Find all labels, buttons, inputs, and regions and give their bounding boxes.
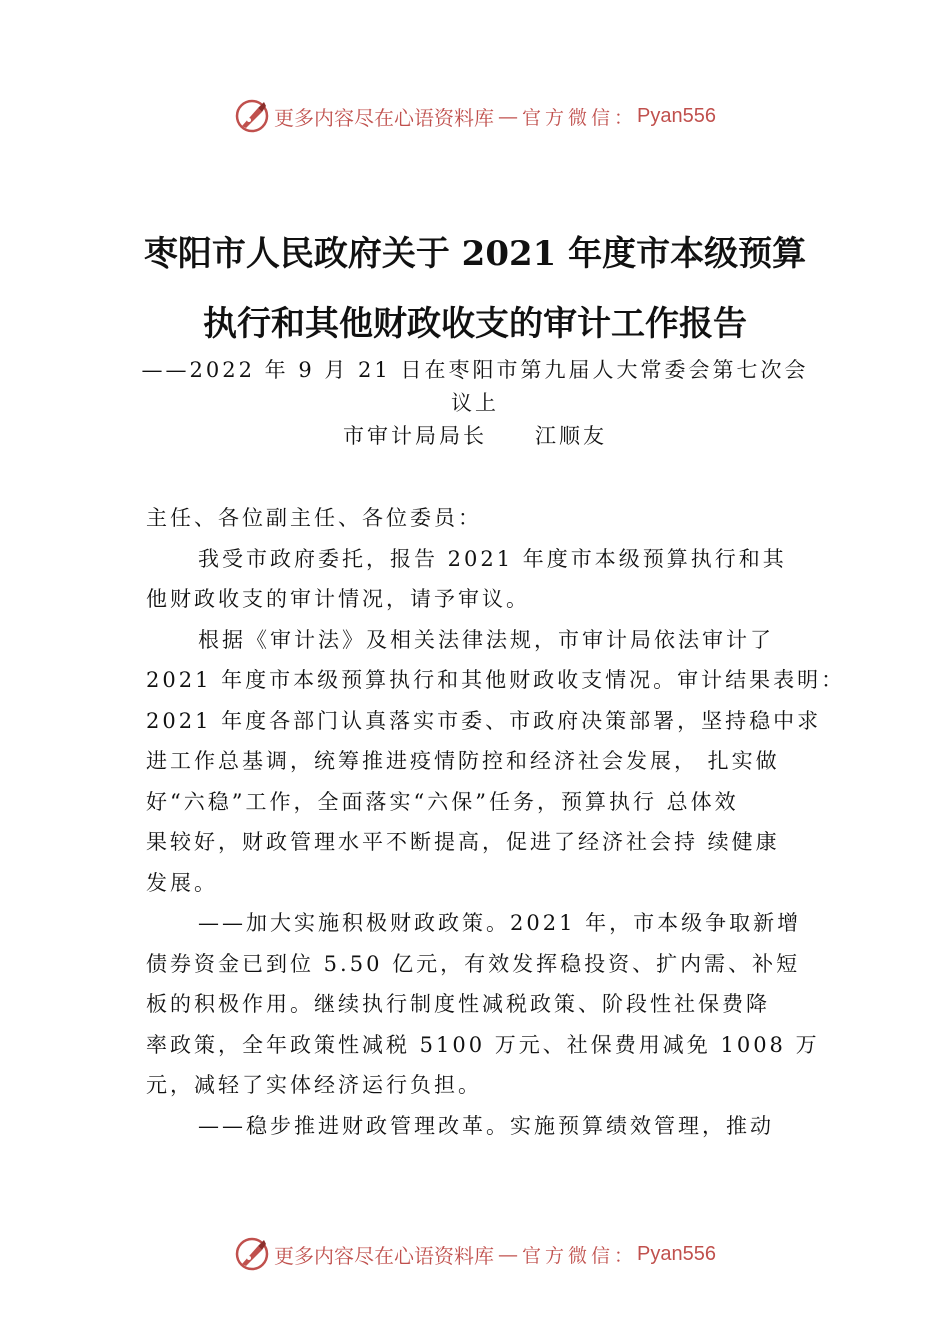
watermark-wechat-label: 官方微信：: [522, 1244, 638, 1267]
watermark-wechat-id: Pyan556: [637, 1242, 716, 1265]
body-line: 我受市政府委托，报告 2021 年度市本级预算执行和其: [198, 546, 787, 571]
body-line: ——稳步推进财政管理改革。实施预算绩效管理，推动: [198, 1113, 774, 1138]
subtitle-line1: ——2022 年 9 月 21 日在枣阳市第九届人大常委会第七次会: [141, 358, 809, 382]
body-line: 进工作总基调，统筹推进疫情防控和经济社会发展， 扎实做: [146, 749, 780, 773]
watermark-wechat-label: 官方微信：: [522, 106, 638, 129]
watermark-separator: —: [498, 104, 518, 128]
watermark-site: 更多内容尽在心语资料库: [274, 1243, 494, 1268]
author-line: 市审计局局长 江顺友: [343, 424, 607, 448]
footer-watermark: [0, 1234, 950, 1274]
document-title-line2: 执行和其他财政收支的审计工作报告: [203, 304, 747, 344]
body-line: 发展。: [146, 870, 218, 895]
document-title-line1: 枣阳市人民政府关于 2021 年度市本级预算: [143, 234, 807, 274]
body-line: 率政策，全年政策性减税 5100 万元、社保费用减免 1008 万: [146, 1032, 820, 1057]
pen-nib-logo-icon: [234, 98, 270, 134]
watermark-wechat-id: Pyan556: [637, 104, 716, 127]
body-line: 果较好，财政管理水平不断提高，促进了经济社会持 续健康: [146, 830, 780, 854]
body-line: 他财政收支的审计情况，请予审议。: [146, 587, 530, 611]
header-watermark: [0, 96, 950, 136]
body-line: 2021 年度各部门认真落实市委、市政府决策部署，坚持稳中求: [146, 708, 822, 733]
report-body: [146, 498, 846, 1146]
body-line: ——加大实施积极财政政策。2021 年，市本级争取新增: [198, 911, 802, 935]
salutation: 主任、各位副主任、各位委员：: [146, 506, 482, 530]
body-line: 板的积极作用。继续执行制度性减税政策、阶段性社保费降: [146, 992, 770, 1016]
body-line: 好“六稳”工作，全面落实“六保”任务，预算执行 总体效: [146, 789, 739, 814]
subtitle-line2: 议上: [451, 391, 499, 415]
body-line: 元，减轻了实体经济运行负担。: [146, 1073, 482, 1097]
pen-nib-logo-icon: [234, 1236, 270, 1272]
body-line: 根据《审计法》及相关法律法规，市审计局依法审计了: [198, 627, 774, 652]
watermark-site: 更多内容尽在心语资料库: [274, 105, 494, 130]
body-line: 2021 年度市本级预算执行和其他财政收支情况。审计结果表明：: [146, 668, 846, 692]
watermark-separator: —: [498, 1242, 518, 1266]
body-line: 债券资金已到位 5.50 亿元，有效发挥稳投资、扩内需、补短: [146, 951, 801, 976]
